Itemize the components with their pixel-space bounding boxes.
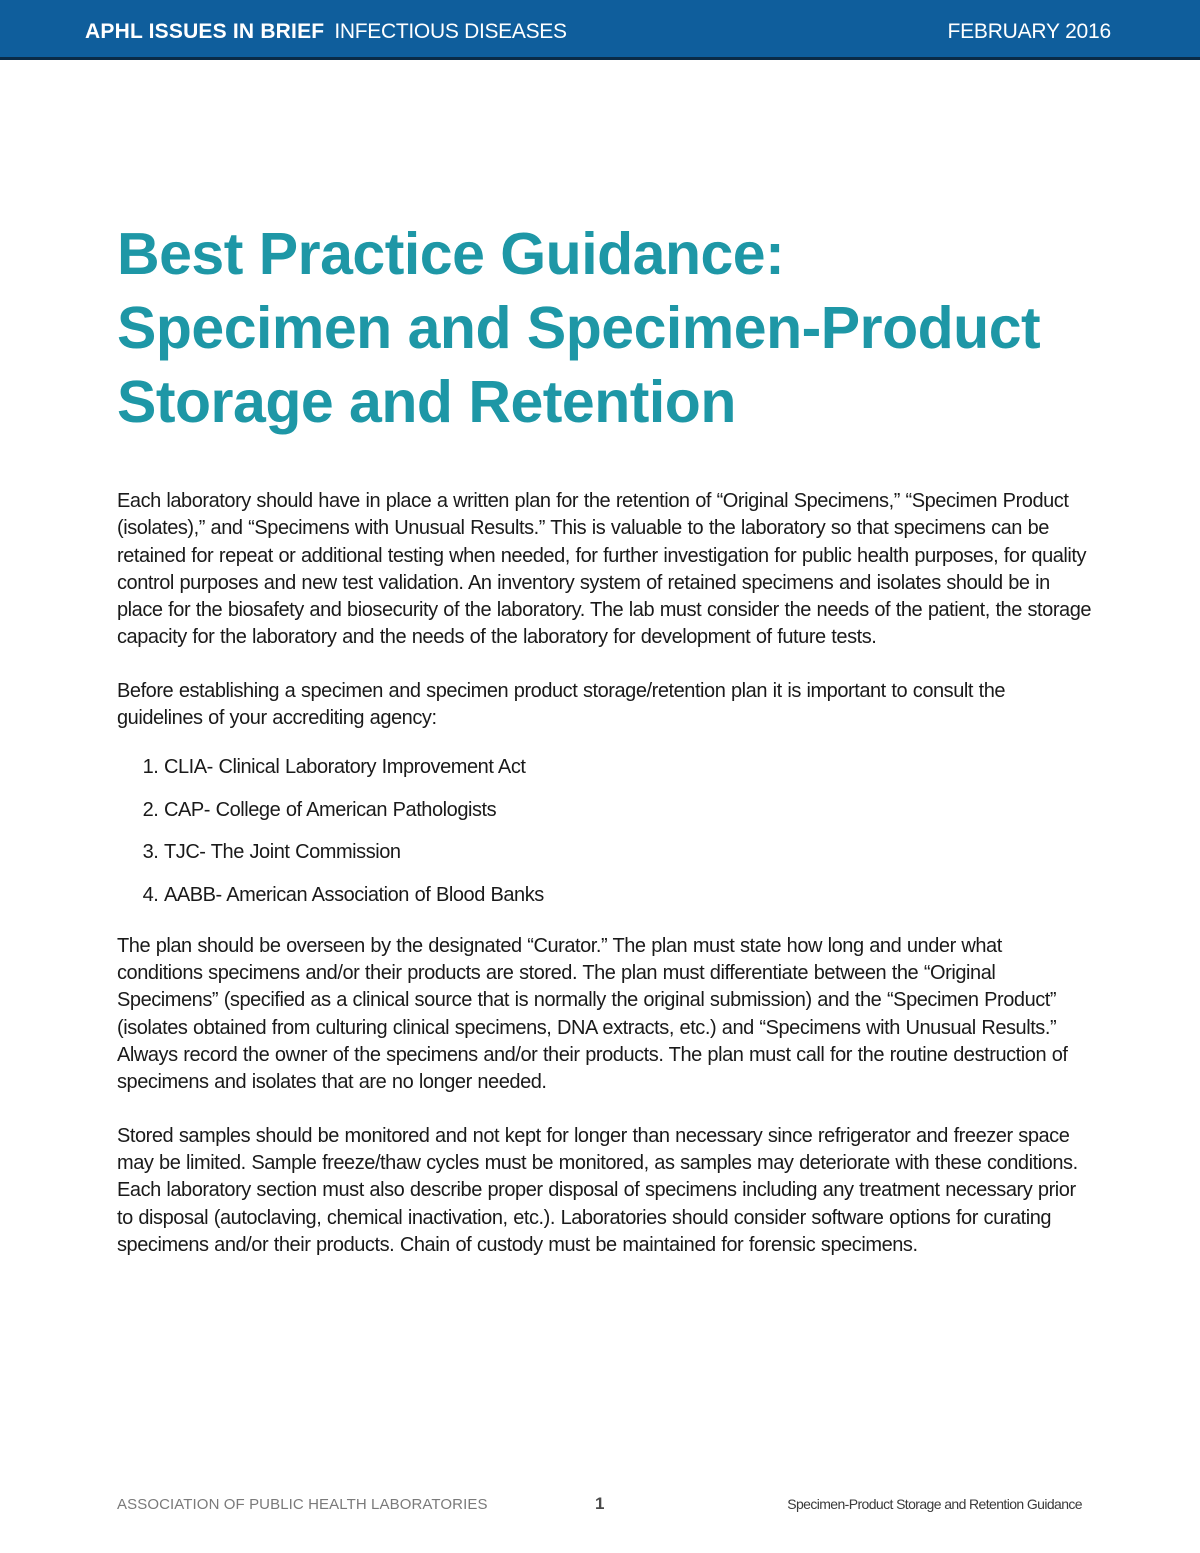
paragraph-curator: The plan should be overseen by the designated “Curator.” The plan must state how long and under what conditions specimens and/or their products are stored. The plan must differentiate between the “Original Specimens” (specified as a clinical source that is normally the original submission) and the “Specimen Product” (isolates obtained from culturing clinical specimens, DNA extracts, etc.) and “Specimens with Unusual Results.” Always record the owner of the specimens and/or their products. The plan must call for the routine destruction of specimens and isolates that are no longer needed. — [117, 934, 1068, 1094]
paragraph-storage: Stored samples should be monitored and not kept for longer than necessary since refrigerator and freezer space may be limited. Sample freeze/thaw cycles must be monitored, as samples may deteriorate with these conditions. Each laboratory section must also describe proper disposal of specimens including any treatment necessary prior to disposal (autoclaving, chemical inactivation, etc.). Laboratories should consider software options for curating specimens and/or their products. Chain of custody must be maintained for forensic specimens. — [117, 1124, 1078, 1256]
page-number: 1 — [595, 1494, 605, 1513]
header-series — [85, 20, 567, 44]
paragraph-intro: Each laboratory should have in place a written plan for the retention of “Original Specimens,” “Specimen Product (isolates),” and “Specimens with Unusual Results.” This is valuable to the laboratory so that specimens can be retained for repeat or additional testing when needed, for further investigation for public health purposes, for quality control purposes and new test validation. An inventory system of retained specimens and isolates should be in place for the biosafety and biosecurity of the laboratory. The lab must consider the needs of the patient, the storage capacity for the laboratory and the needs of the laboratory for development of future tests. — [117, 490, 1092, 649]
paragraph-accreditation: Before establishing a specimen and specimen product storage/retention plan it is important to consult the guidelines of your accrediting agency: — [117, 679, 1006, 730]
footer-organization: ASSOCIATION OF PUBLIC HEALTH LABORATORIES — [117, 1496, 488, 1513]
header-bar — [0, 0, 1200, 60]
list-item: 3. TJC- The Joint Commission — [164, 839, 1092, 866]
header-topic: INFECTIOUS DISEASES — [334, 20, 567, 43]
title-line-2: Specimen and Specimen-Product — [117, 295, 1041, 361]
list-item: 4. AABB- American Association of Blood Banks — [164, 882, 1092, 909]
document-body — [117, 488, 1092, 1285]
page-title — [117, 217, 1117, 439]
header-date: FEBRUARY 2016 — [947, 20, 1111, 43]
list-item: 2. CAP- College of American Pathologists — [164, 797, 1092, 824]
title-line-3: Storage and Retention — [117, 369, 736, 435]
title-line-1: Best Practice Guidance: — [117, 221, 785, 287]
accrediting-agency-list — [117, 754, 1092, 909]
header-brand: APHL ISSUES IN BRIEF — [85, 20, 325, 43]
footer-document-title: Specimen-Product Storage and Retention Guidance — [787, 1496, 1082, 1512]
list-item: 1. CLIA- Clinical Laboratory Improvement Act — [164, 754, 1092, 781]
